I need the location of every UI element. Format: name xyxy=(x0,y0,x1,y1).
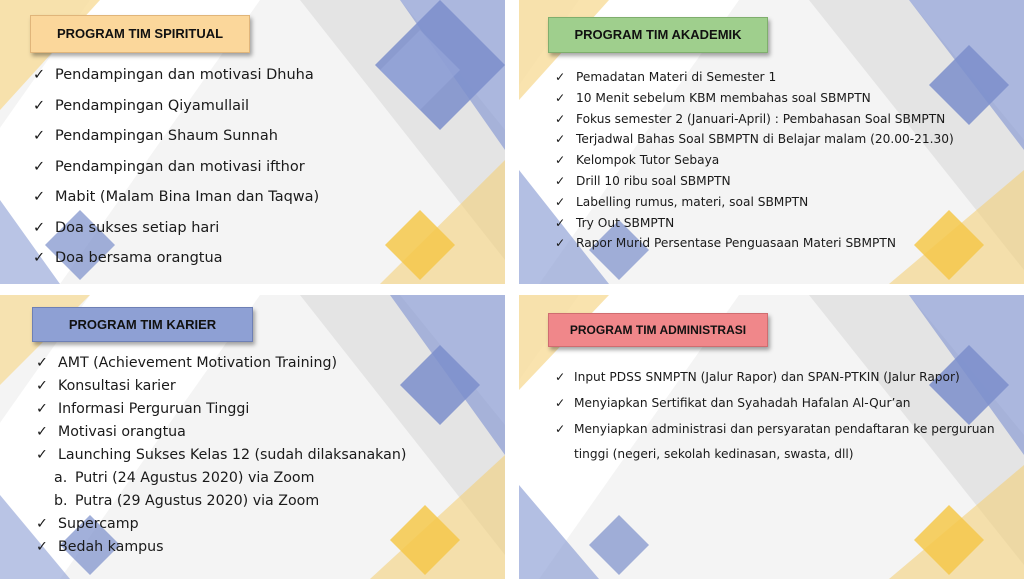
list-item: ✓ Doa sukses setiap hari xyxy=(33,216,319,247)
checkmark-icon: ✓ xyxy=(555,90,566,105)
spiritual-title: PROGRAM TIM SPIRITUAL xyxy=(30,15,250,53)
checkmark-icon: ✓ xyxy=(555,422,566,436)
checkmark-icon: ✓ xyxy=(555,111,566,126)
panel-administrasi xyxy=(519,295,1024,579)
list-item: ✓ Pendampingan Shaum Sunnah xyxy=(33,124,319,155)
checkmark-icon: ✓ xyxy=(555,396,566,410)
sub-item-marker: b. xyxy=(54,493,68,509)
checkmark-icon: ✓ xyxy=(33,189,46,205)
checkmark-icon: ✓ xyxy=(36,516,48,532)
akademik-title: PROGRAM TIM AKADEMIK xyxy=(548,17,768,53)
list-item: ✓ Menyiapkan administrasi dan persyaratan pendaftaran ke perguruan tinggi (negeri, sekolah kedinasan, swasta, dll) xyxy=(555,417,995,467)
list-item: ✓ Konsultasi karier xyxy=(36,375,406,398)
list-item: ✓ Informasi Perguruan Tinggi xyxy=(36,398,406,421)
checkmark-icon: ✓ xyxy=(555,70,566,84)
list-item: ✓ Labelling rumus, materi, soal SBMPTN xyxy=(555,192,954,213)
list-item: ✓ Pemadatan Materi di Semester 1 xyxy=(555,67,954,88)
list-item: ✓ 10 Menit sebelum KBM membahas soal SBMPTN xyxy=(555,88,954,109)
sub-list-item: b. Putra (29 Agustus 2020) via Zoom xyxy=(36,490,406,513)
panel-spiritual xyxy=(0,0,505,284)
checkmark-icon: ✓ xyxy=(36,539,48,555)
checkmark-icon: ✓ xyxy=(555,153,566,168)
list-item: ✓ Pendampingan dan motivasi ifthor xyxy=(33,155,319,186)
list-item: ✓ Menyiapkan Sertifikat dan Syahadah Hafalan Al-Qur’an xyxy=(555,391,995,416)
list-item: ✓ Input PDSS SNMPTN (Jalur Rapor) dan SPAN-PTKIN (Jalur Rapor) xyxy=(555,365,995,390)
checkmark-icon: ✓ xyxy=(555,194,566,209)
sub-item-marker: a. xyxy=(54,470,68,486)
checkmark-icon: ✓ xyxy=(555,132,566,147)
list-item: ✓ Motivasi orangtua xyxy=(36,421,406,444)
checkmark-icon: ✓ xyxy=(33,219,46,236)
checkmark-icon: ✓ xyxy=(33,250,46,266)
akademik-list xyxy=(555,67,954,254)
list-item: ✓ AMT (Achievement Motivation Training) xyxy=(36,352,406,375)
checkmark-icon: ✓ xyxy=(36,401,48,417)
checkmark-icon: ✓ xyxy=(555,215,566,230)
list-item: ✓ Bedah kampus xyxy=(36,536,406,559)
list-item: ✓ Pendampingan Qiyamullail xyxy=(33,94,319,125)
checkmark-icon: ✓ xyxy=(33,128,46,144)
list-item: ✓ Fokus semester 2 (Januari-April) : Pembahasan Soal SBMPTN xyxy=(555,109,954,130)
checkmark-icon: ✓ xyxy=(555,370,566,384)
list-item: ✓ Terjadwal Bahas Soal SBMPTN di Belajar malam (20.00-21.30) xyxy=(555,129,954,150)
list-item: ✓ Rapor Murid Persentase Penguasaan Materi SBMPTN xyxy=(555,233,954,254)
list-item: ✓ Doa bersama orangtua xyxy=(33,246,319,277)
checkmark-icon: ✓ xyxy=(36,355,48,371)
karier-title: PROGRAM TIM KARIER xyxy=(32,307,253,342)
list-item: ✓ Mabit (Malam Bina Iman dan Taqwa) xyxy=(33,185,319,216)
list-item: ✓ Try Out SBMPTN xyxy=(555,213,954,234)
list-item: ✓ Pendampingan dan motivasi Dhuha xyxy=(33,63,319,94)
karier-list xyxy=(36,352,406,559)
list-item: ✓ Kelompok Tutor Sebaya xyxy=(555,150,954,171)
list-item: ✓ Supercamp xyxy=(36,513,406,536)
checkmark-icon: ✓ xyxy=(36,378,48,394)
checkmark-icon: ✓ xyxy=(555,236,566,251)
panel-karier xyxy=(0,295,505,579)
panel-akademik xyxy=(519,0,1024,284)
list-item: ✓ Launching Sukses Kelas 12 (sudah dilaksanakan) xyxy=(36,444,406,467)
checkmark-icon: ✓ xyxy=(33,158,46,175)
list-item: ✓ Drill 10 ribu soal SBMPTN xyxy=(555,171,954,192)
administrasi-list xyxy=(555,365,995,468)
checkmark-icon: ✓ xyxy=(33,97,46,114)
checkmark-icon: ✓ xyxy=(555,173,566,188)
administrasi-title: PROGRAM TIM ADMINISTRASI xyxy=(548,313,768,347)
checkmark-icon: ✓ xyxy=(33,67,46,83)
checkmark-icon: ✓ xyxy=(36,424,48,440)
checkmark-icon: ✓ xyxy=(36,447,48,463)
spiritual-list xyxy=(33,63,319,277)
sub-list-item: a. Putri (24 Agustus 2020) via Zoom xyxy=(36,467,406,490)
